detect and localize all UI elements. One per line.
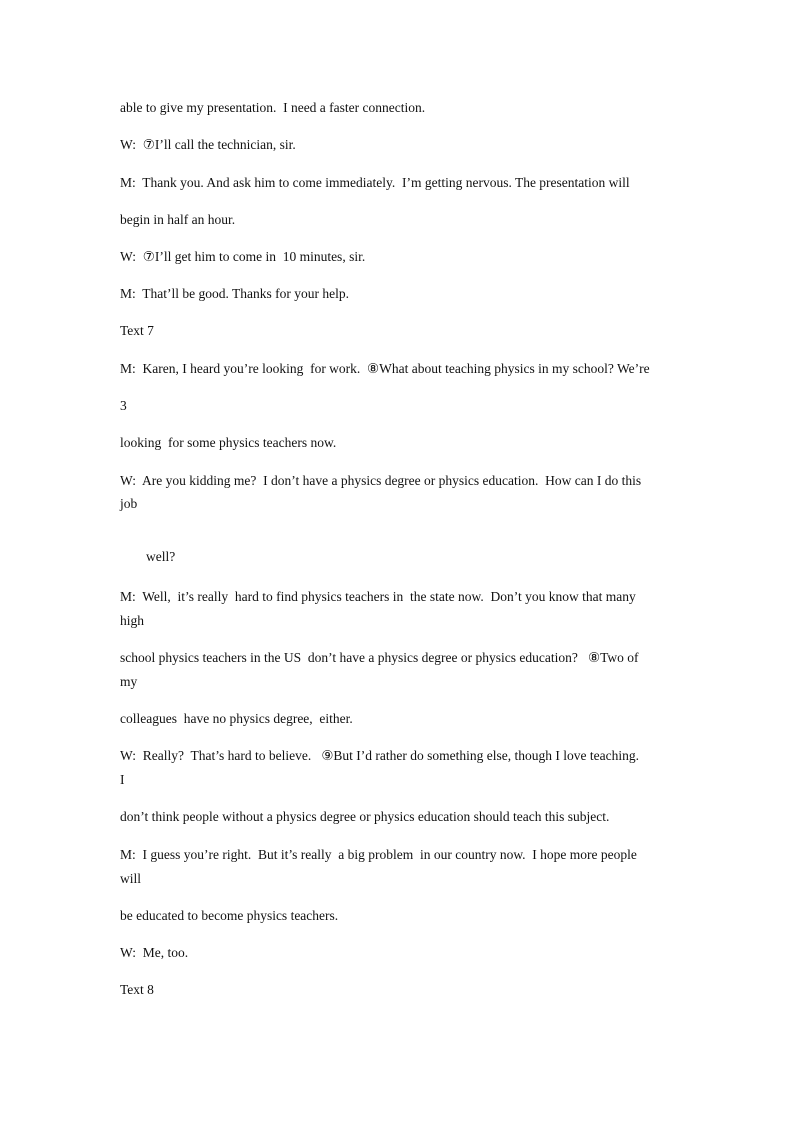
text-line: M: Karen, I heard you’re looking for work. ⑧What about teaching physics in my school? We’re (120, 361, 650, 376)
text-line: W: ⑦I’ll call the technician, sir. (120, 137, 296, 152)
text-line: my (120, 674, 138, 689)
text-line: able to give my presentation. I need a faster connection. (120, 100, 426, 115)
text-line: M: Thank you. And ask him to come immediately. I’m getting nervous. The presentation will (120, 175, 630, 190)
text-line: colleagues have no physics degree, either. (120, 711, 353, 726)
text-line: be educated to become physics teachers. (120, 908, 339, 923)
text-line: school physics teachers in the US don’t have a physics degree or physics education? ⑧Two of (120, 650, 639, 665)
text-line: looking for some physics teachers now. (120, 435, 337, 450)
text-line: I (120, 772, 125, 787)
text-line: high (120, 613, 145, 628)
page-number: 3 (120, 398, 127, 413)
text-line: well? (146, 549, 176, 564)
text-line: will (120, 871, 142, 886)
text-line: M: That’ll be good. Thanks for your help. (120, 286, 349, 301)
text-line: M: Well, it’s really hard to find physics teachers in the state now. Don’t you know that many (120, 589, 636, 604)
text-line: M: I guess you’re right. But it’s really a big problem in our country now. I hope more people (120, 847, 637, 862)
section-heading: Text 7 (120, 323, 154, 338)
text-line: job (120, 496, 138, 511)
text-line: W: Really? That’s hard to believe. ⑨But I’d rather do something else, though I love teaching. (120, 748, 639, 763)
section-heading: Text 8 (120, 982, 154, 997)
text-line: W: Are you kidding me? I don’t have a physics degree or physics education. How can I do this (120, 473, 642, 488)
text-line: W: ⑦I’ll get him to come in 10 minutes, sir. (120, 249, 366, 264)
text-line: begin in half an hour. (120, 212, 236, 227)
text-line: W: Me, too. (120, 945, 189, 960)
text-line: don’t think people without a physics degree or physics education should teach this subject. (120, 809, 610, 824)
